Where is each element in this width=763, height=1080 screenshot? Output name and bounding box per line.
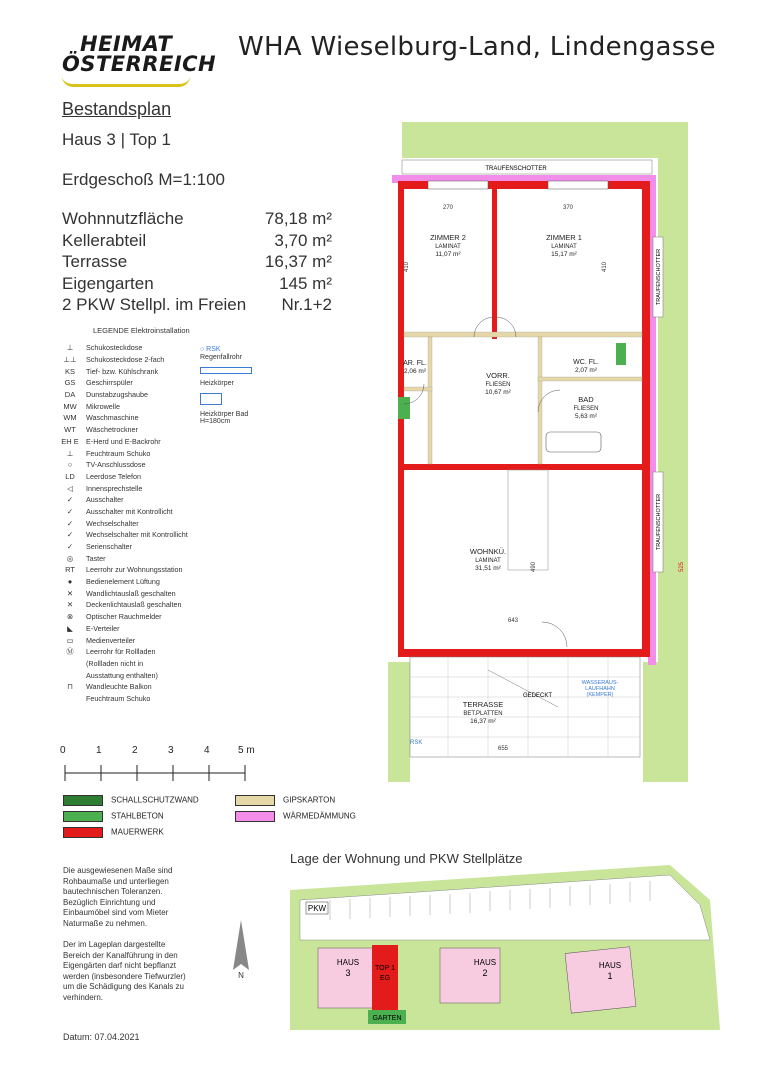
legend-symbol: WT — [64, 425, 76, 435]
legend-symbol: ✓ — [66, 542, 74, 552]
svg-text:FLIESEN: FLIESEN — [485, 382, 511, 388]
svg-text:410: 410 — [602, 261, 608, 272]
area-row: 2 PKW Stellpl. im Freien Nr.1+2 — [62, 295, 332, 314]
legend-item — [58, 494, 208, 506]
scale-line — [64, 763, 249, 783]
room-vorr: VORR. — [486, 371, 510, 380]
svg-text:N: N — [238, 971, 244, 980]
wall-right — [642, 181, 650, 657]
legend-symbol: ⊥ — [66, 343, 74, 353]
svg-text:2,06 m²: 2,06 m² — [403, 368, 427, 375]
svg-text:EG: EG — [379, 975, 391, 982]
legend-symbol: ◣ — [67, 623, 73, 633]
legend-label: Mikrowelle — [86, 401, 120, 411]
scale-tick: 3 — [168, 745, 174, 756]
legend-item — [58, 412, 208, 424]
material-gipskarton: GIPSKARTON — [235, 795, 335, 806]
legend-label: Wechselschalter — [86, 518, 139, 528]
north-arrow-icon — [233, 920, 249, 980]
heizkoerper-swatch — [200, 367, 252, 374]
svg-text:TOP 1: TOP 1 — [375, 965, 395, 972]
legend-label: Waschmaschine — [86, 413, 139, 423]
scale-tick: 0 — [60, 745, 66, 756]
area-row: Terrasse 16,37 m² — [62, 252, 332, 271]
room-terrasse: TERRASSE — [462, 700, 504, 709]
legend-rsk: ○ RSK — [200, 346, 221, 353]
lage-title: Lage der Wohnung und PKW Stellplätze — [290, 851, 523, 866]
legend-item — [58, 400, 208, 412]
legend-item — [58, 506, 208, 518]
legend-symbol: ⊓ — [67, 682, 73, 692]
plan-heading: Bestandsplan — [62, 99, 172, 119]
legend-item — [58, 365, 208, 377]
legend-item — [58, 658, 208, 670]
legend-symbol: Ⓜ — [66, 647, 74, 657]
site-plan — [280, 860, 720, 1030]
room-ar-fl: AR. FL. — [403, 360, 427, 367]
legend-heizkoerper: Heizkörper — [200, 380, 234, 387]
garden-bottom-left — [388, 662, 410, 782]
svg-text:3: 3 — [345, 968, 351, 978]
site-haus2 — [440, 948, 500, 1003]
legend-label: TV-Anschlussdose — [86, 460, 146, 470]
site-garten: GARTEN — [372, 1015, 402, 1022]
legend-item — [58, 564, 208, 576]
legend-label: E-Verteiler — [86, 623, 120, 633]
svg-text:370: 370 — [563, 205, 574, 211]
area-row: Eigengarten 145 m² — [62, 273, 332, 293]
document-title: WHA Wieselburg-Land, Lindengasse — [238, 32, 716, 62]
legend-item — [58, 669, 208, 681]
floor-plan — [388, 122, 688, 782]
legend-label: Dunstabzugshaube — [86, 390, 148, 400]
legend-label: Optischer Rauchmelder — [86, 612, 162, 622]
legend-symbol: ▭ — [66, 635, 74, 645]
legend-symbol: ✓ — [66, 530, 74, 540]
svg-text:5,63 m²: 5,63 m² — [574, 413, 598, 420]
legend-item — [58, 646, 208, 658]
brand-line1: HEIMAT — [80, 32, 173, 56]
legend-item — [58, 436, 208, 448]
svg-text:FLIESEN: FLIESEN — [573, 406, 599, 412]
legend-symbol: DA — [64, 390, 76, 400]
legend-title: LEGENDE Elektroinstallation — [93, 326, 190, 335]
site-pkw: PKW — [307, 904, 327, 913]
legend-item — [58, 552, 208, 564]
room-wc: WC. FL. — [573, 359, 599, 366]
legend-label: Schukosteckdose 2-fach — [86, 355, 165, 365]
scale-tick: 1 — [96, 745, 102, 756]
wasser-label: WASSERAUS- — [581, 680, 619, 686]
legend-label: Feuchtraum Schuko — [86, 693, 151, 703]
legend-item — [58, 342, 208, 354]
svg-text:270: 270 — [443, 205, 454, 211]
legend-symbol: ○ — [67, 460, 73, 470]
scale-tick: 2 — [132, 745, 138, 756]
site-haus1 — [565, 947, 636, 1013]
legend-item — [58, 471, 208, 483]
wall-middle — [398, 464, 650, 470]
legend-symbol: ◎ — [66, 553, 74, 563]
legend-symbol: ✓ — [66, 506, 74, 516]
material-stahlbeton: STAHLBETON — [63, 811, 164, 822]
legend-label: Innensprechstelle — [86, 483, 143, 493]
svg-text:655: 655 — [498, 746, 509, 752]
room-zimmer2: ZIMMER 2 — [430, 233, 466, 242]
legend-symbol: RT — [65, 565, 75, 575]
svg-text:490: 490 — [531, 561, 537, 572]
scale-tick: 5 m — [238, 745, 255, 756]
svg-text:LAUFHAHN: LAUFHAHN — [585, 686, 615, 692]
terrace — [410, 657, 640, 757]
legend-symbol: ✓ — [66, 518, 74, 528]
material-waermedaemmung: WÄRMEDÄMMUNG — [235, 811, 356, 822]
legend-label: Leerrohr zur Wohnungsstation — [86, 565, 183, 575]
legend-label: Ausschalter mit Kontrollicht — [86, 506, 173, 516]
garden-bottom-right — [643, 662, 688, 782]
legend-symbol: LD — [65, 471, 75, 481]
legend-label: Wandleuchte Balkon — [86, 682, 152, 692]
legend-symbol: ● — [67, 577, 73, 587]
area-row: Wohnnutzfläche 78,18 m² — [62, 209, 332, 228]
legend-item — [58, 681, 208, 693]
legend-symbol: ⊥ — [66, 448, 74, 458]
legend-item — [58, 517, 208, 529]
legend-symbol: ◁ — [67, 483, 73, 493]
legend-symbol: ⊥⊥ — [63, 355, 77, 365]
room-zimmer1: ZIMMER 1 — [546, 233, 582, 242]
material-mauerwerk: MAUERWERK — [63, 827, 164, 838]
legend-label: Wäschetrockner — [86, 425, 138, 435]
scale-bar — [60, 745, 260, 785]
legend-heizkoerper-bad: Heizkörper Bad — [200, 411, 249, 418]
legend-item — [58, 354, 208, 366]
brand-line2: ÖSTERREICH — [62, 52, 217, 76]
gedeckt-label: GEDECKT — [523, 693, 553, 699]
svg-text:410: 410 — [404, 261, 410, 272]
svg-text:(KEMPER): (KEMPER) — [586, 692, 614, 698]
legend-symbol: ✕ — [66, 588, 74, 598]
rsk-label: RSK — [410, 740, 423, 746]
canal-note: Der im Lageplan dargestellte Bereich der Kanalführung in den Eigengärten darf nicht bepflanzt werden (insbesondere Tiefwurzler) um die Schädigung des Kanals zu verhindern. — [63, 940, 186, 1002]
legend-label: Tief- bzw. Kühlschrank — [86, 366, 159, 376]
legend-item — [58, 482, 208, 494]
legend-label: Deckenlichtauslaß geschalten — [86, 600, 182, 610]
legend-label: Wechselschalter mit Kontrollicht — [86, 530, 188, 540]
svg-text:LAMINAT: LAMINAT — [435, 244, 461, 250]
datum: Datum: 07.04.2021 — [63, 1032, 140, 1042]
floor-label: Erdgeschoß M=1:100 — [62, 170, 226, 189]
legend-symbol: MW — [63, 401, 77, 411]
svg-text:2,07 m²: 2,07 m² — [574, 367, 598, 374]
legend-regenfallrohr: Regenfallrohr — [200, 354, 243, 361]
legend-heizkoerper-h: H=180cm — [200, 418, 231, 425]
unit-label: Haus 3 | Top 1 — [62, 130, 172, 149]
legend-right — [200, 346, 252, 431]
legend-item — [58, 541, 208, 553]
svg-text:HAUS: HAUS — [598, 961, 622, 970]
legend-list — [58, 342, 208, 704]
legend-item — [58, 611, 208, 623]
legend-label: Taster — [86, 553, 106, 563]
legend-label: Ausschalter — [86, 495, 124, 505]
legend-symbol: ✓ — [66, 495, 74, 505]
svg-text:1: 1 — [607, 971, 613, 981]
legend-label: Feuchtraum Schuko — [86, 448, 151, 458]
svg-text:11,07 m²: 11,07 m² — [435, 251, 461, 258]
svg-text:LAMINAT: LAMINAT — [475, 558, 501, 564]
heizkoerper-bad-swatch — [200, 393, 222, 405]
svg-text:LAMINAT: LAMINAT — [551, 244, 577, 250]
svg-text:TRAUFENSCHOTTER: TRAUFENSCHOTTER — [656, 493, 662, 551]
room-bad: BAD — [578, 395, 594, 404]
svg-text:15,17 m²: 15,17 m² — [551, 251, 577, 258]
svg-text:31,51 m²: 31,51 m² — [475, 565, 501, 572]
svg-text:10,67 m²: 10,67 m² — [485, 389, 511, 396]
legend-label: E-Herd und E-Backrohr — [86, 436, 161, 446]
legend-label: (Rollladen nicht in — [86, 658, 144, 668]
svg-text:2: 2 — [482, 968, 488, 978]
legend-symbol: KS — [64, 366, 75, 376]
legend-label: Schukosteckdose — [86, 343, 143, 353]
legend-item — [58, 424, 208, 436]
legend-symbol: ✕ — [66, 600, 74, 610]
legend-item — [58, 693, 208, 705]
legend-label: Bedienelement Lüftung — [86, 577, 160, 587]
legend-item — [58, 623, 208, 635]
garden-top — [402, 122, 688, 158]
legend-item — [58, 576, 208, 588]
scale-tick: 4 — [204, 745, 210, 756]
legend-symbol: ⊗ — [66, 612, 74, 622]
brand-logo — [62, 32, 217, 87]
legend-label: Leerrohr für Rollladen — [86, 647, 156, 657]
area-table — [62, 208, 332, 316]
svg-text:BET.PLATTEN: BET.PLATTEN — [463, 711, 503, 717]
material-schallschutz: SCHALLSCHUTZWAND — [63, 795, 199, 806]
legend-label: Medienverteiler — [86, 635, 136, 645]
traufenschotter-top: TRAUFENSCHOTTER — [485, 166, 547, 172]
legend-label: Serienschalter — [86, 542, 132, 552]
legend-label: Geschirrspüler — [86, 378, 133, 388]
legend-label: Ausstattung enthalten) — [86, 670, 158, 680]
svg-text:643: 643 — [508, 618, 519, 624]
legend-symbol: GS — [64, 378, 76, 388]
legend-label: Wandlichtauslaß geschalten — [86, 588, 176, 598]
svg-text:TRAUFENSCHOTTER: TRAUFENSCHOTTER — [656, 248, 662, 306]
legend-item — [58, 529, 208, 541]
site-haus3 — [318, 948, 378, 1008]
legend-item — [58, 587, 208, 599]
svg-text:525: 525 — [679, 561, 685, 572]
legend-symbol: WM — [63, 413, 77, 423]
svg-text:16,37 m²: 16,37 m² — [470, 718, 496, 725]
svg-text:HAUS: HAUS — [473, 958, 497, 967]
room-wohnkue: WOHNKÜ. — [469, 547, 507, 556]
legend-item — [58, 634, 208, 646]
wall-bottom — [398, 649, 650, 657]
legend-symbol: EH E — [61, 436, 79, 446]
legend-item — [58, 447, 208, 459]
legend-item — [58, 599, 208, 611]
legend-label: Leerdose Telefon — [86, 471, 142, 481]
brand-swoosh — [62, 76, 190, 87]
legend-item — [58, 389, 208, 401]
area-row: Kellerabteil 3,70 m² — [62, 230, 332, 250]
legend-item — [58, 459, 208, 471]
svg-text:HAUS: HAUS — [336, 958, 360, 967]
legend-item — [58, 377, 208, 389]
dimension-note: Die ausgewiesenen Maße sind Rohbaumaße und unterliegen bautechnischen Toleranzen. Bezüglich Einrichtung und Einbaumöbel sind vom Mieter Naturmaße zu nehmen. — [63, 866, 173, 928]
